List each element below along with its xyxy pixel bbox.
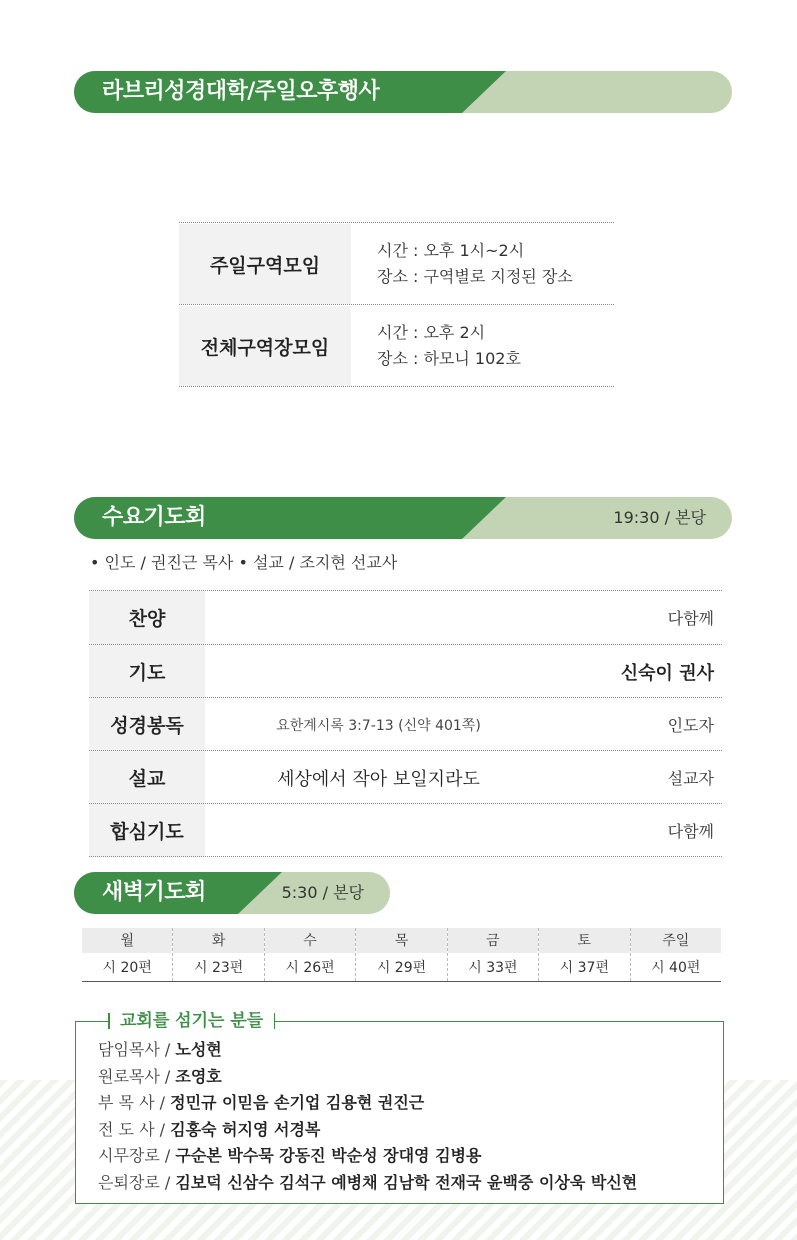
wednesday-row-prayer xyxy=(89,645,722,698)
wednesday-row-joint-prayer xyxy=(89,804,722,857)
day-label: 주일 xyxy=(631,928,721,953)
psalm-label: 시 40편 xyxy=(651,959,701,976)
staff-role: 담임목사 / xyxy=(98,1040,176,1059)
psalm-label: 시 29편 xyxy=(376,959,427,976)
row-label: 설교 xyxy=(89,751,205,804)
psalm-label: 시 33편 xyxy=(468,959,518,976)
psalm-label: 시 20편 xyxy=(102,959,152,976)
wednesday-section-title: 수요기도회 xyxy=(102,505,206,530)
row-person: 설교자 xyxy=(667,769,714,788)
wednesday-time-place: 19:30 / 본당 xyxy=(613,508,706,527)
row-time: 시간 : 오후 1시~2시 xyxy=(377,241,525,260)
staff-row-emeritus-pastor xyxy=(98,1064,637,1091)
dawn-col-tue xyxy=(172,928,263,981)
dawn-col-thu xyxy=(355,928,446,981)
row-time: 시간 : 오후 2시 xyxy=(377,323,486,342)
wednesday-row-praise xyxy=(89,591,722,644)
row-label: 찬양 xyxy=(89,591,205,644)
staff-names: 조영호 xyxy=(175,1066,222,1086)
wednesday-row-reading xyxy=(89,698,722,751)
row-place: 장소 : 하모니 102호 xyxy=(377,349,521,368)
dawn-schedule-table xyxy=(82,928,721,982)
staff-role: 전 도 사 / xyxy=(98,1119,171,1139)
staff-role: 원로목사 / xyxy=(98,1066,176,1086)
staff-role: 은퇴장로 / xyxy=(98,1172,176,1192)
staff-names: 김보덕 신삼수 김석구 예병채 김남학 전재국 윤백중 이상욱 박신현 xyxy=(175,1172,638,1192)
dawn-col-sat xyxy=(538,928,629,981)
dawn-section-title: 새벽기도회 xyxy=(102,880,206,905)
day-label: 목 xyxy=(356,928,446,953)
staff-row-retired-elders xyxy=(98,1170,637,1197)
staff-names: 구순본 박수묵 강동진 박순성 장대영 김병용 xyxy=(175,1146,482,1165)
row-label: 성경봉독 xyxy=(89,698,205,751)
staff-role: 시무장로 / xyxy=(98,1146,176,1165)
psalm-label: 시 37편 xyxy=(559,959,609,976)
staff-names: 노성현 xyxy=(175,1040,222,1059)
row-label: 주일구역모임 xyxy=(179,224,351,304)
psalm-label: 시 26편 xyxy=(285,959,335,976)
row-person: 신숙이 권사 xyxy=(620,662,714,684)
dawn-time-place: 5:30 / 본당 xyxy=(281,883,364,902)
row-label: 합심기도 xyxy=(89,804,205,857)
row-info xyxy=(377,238,573,290)
wednesday-row-sermon xyxy=(89,751,722,804)
staff-list xyxy=(98,1037,637,1196)
row-content xyxy=(205,645,552,698)
day-label: 월 xyxy=(82,928,172,953)
staff-role: 부 목 사 / xyxy=(98,1093,171,1112)
wednesday-section-banner xyxy=(74,497,732,539)
staff-names: 정민규 이믿음 손기업 김용현 권진근 xyxy=(170,1093,425,1112)
sunday-row-district xyxy=(179,224,614,304)
staff-row-senior-pastor xyxy=(98,1037,637,1064)
wednesday-notes: • 인도 / 권진근 목사 • 설교 / 조지현 선교사 xyxy=(90,553,398,572)
row-content: 요한계시록 3:7-13 (신약 401쪽) xyxy=(276,717,481,734)
staff-row-associate-pastors xyxy=(98,1090,637,1117)
row-person: 다함께 xyxy=(667,609,714,628)
sunday-section-title: 라브리성경대학/주일오후행사 xyxy=(102,79,380,104)
staff-section-title: 교회를 섬기는 분들 xyxy=(108,1009,275,1033)
row-content: 세상에서 작아 보일지라도 xyxy=(277,768,480,790)
row-person: 인도자 xyxy=(667,716,714,735)
staff-row-evangelists xyxy=(98,1117,637,1144)
row-label: 기도 xyxy=(89,645,205,698)
day-label: 수 xyxy=(265,928,355,953)
dawn-col-fri xyxy=(447,928,538,981)
day-label: 화 xyxy=(173,928,263,953)
row-place: 장소 : 구역별로 지정된 장소 xyxy=(377,267,573,286)
staff-row-active-elders xyxy=(98,1143,637,1170)
row-content xyxy=(205,591,552,644)
dawn-col-sun xyxy=(630,928,721,981)
dawn-col-wed xyxy=(264,928,355,981)
row-content xyxy=(205,804,552,857)
row-info xyxy=(377,320,521,372)
day-label: 토 xyxy=(539,928,629,953)
dawn-col-mon xyxy=(82,928,172,981)
dawn-section-banner xyxy=(74,872,390,914)
day-label: 금 xyxy=(448,928,538,953)
row-label: 전체구역장모임 xyxy=(179,306,351,386)
psalm-label: 시 23편 xyxy=(193,959,244,976)
staff-names: 김홍숙 허지영 서경복 xyxy=(170,1119,321,1139)
row-person: 다함께 xyxy=(667,822,714,841)
sunday-row-leaders xyxy=(179,306,614,386)
sunday-section-banner xyxy=(74,71,732,113)
